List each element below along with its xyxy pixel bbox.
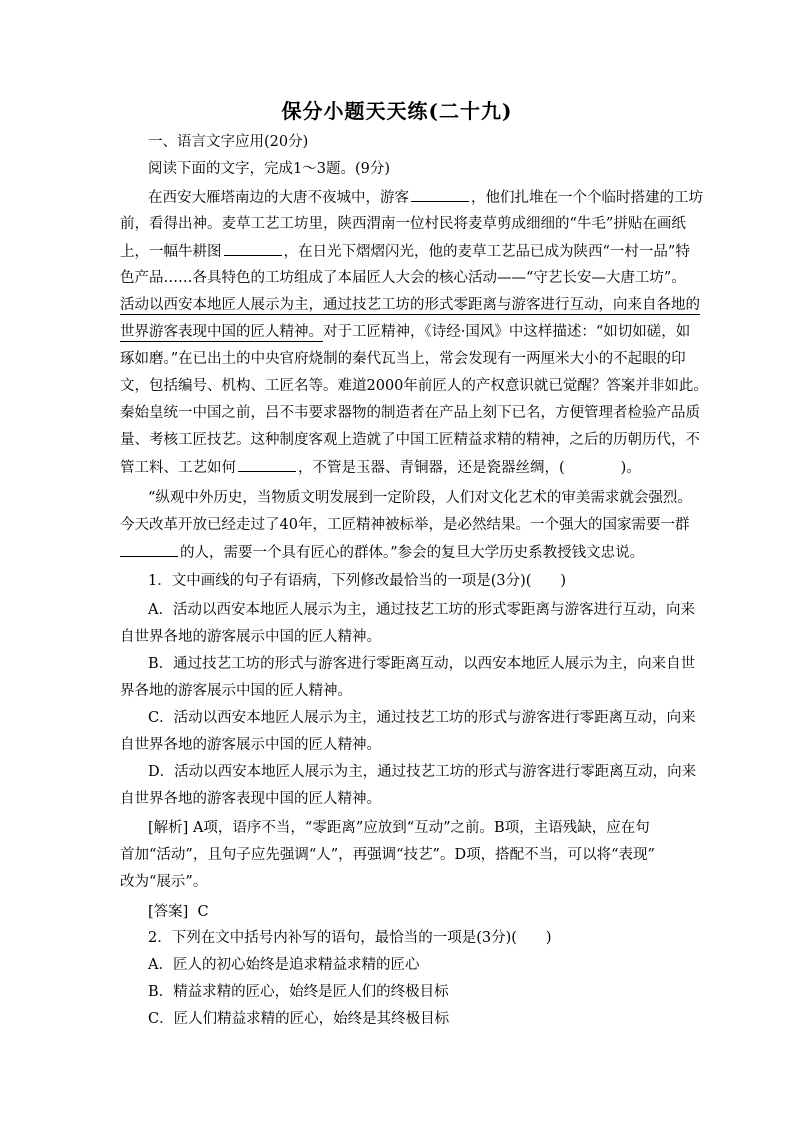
passage-line: [120, 457, 641, 478]
option-b: B．通过技艺工坊的形式与游客进行零距离互动，以西安本地匠人展示为主，向来自世: [148, 656, 696, 672]
analysis-tag: [解析]: [148, 820, 189, 836]
underlined-sentence: 活动以西安本地匠人展示为主，通过技艺工坊的形式零距离与游客进行互动，向来自各地的: [120, 297, 700, 313]
option-d: D．活动以西安本地匠人展示为主，通过技艺工坊的形式与游客进行零距离互动，向来: [148, 764, 697, 780]
fill-blank: [120, 542, 178, 557]
question-stem: 2．下列在文中括号内补写的语句，最恰当的一项是(3分)( ): [148, 930, 552, 946]
instruction: 阅读下面的文字，完成1～3题。(9分): [148, 161, 390, 177]
passage-line: “纵观中外历史，当物质文明发展到一定阶段，人们对文化艺术的审美需求就会强烈。: [148, 490, 692, 506]
fill-blank: [224, 241, 282, 256]
option-a: A．活动以西安本地匠人展示为主，通过技艺工坊的形式零距离与游客进行互动，向来: [148, 602, 695, 618]
option-c-cont: 自世界各地的游客展示中国的匠人精神。: [120, 737, 381, 753]
passage-line: 秦始皇统一中国之前，吕不韦要求器物的制造者在产品上刻下已名，方便管理者检验产品质: [120, 405, 700, 421]
passage-line: 今天改革开放已经走过了40年，工匠精神被标举，是必然结果。一个强大的国家需要一群: [120, 517, 690, 533]
section-heading: 一、语言文字应用(20分): [148, 134, 309, 150]
passage-line: [120, 295, 700, 315]
analysis-text: A项，语序不当，“零距离”应放到“互动”之前。B项，主语残缺，应在句: [192, 820, 650, 836]
passage-text: )。: [620, 460, 641, 476]
passage-line: 前，看得出神。麦草工艺工坊里，陕西渭南一位村民将麦草剪成细细的“牛毛”拼贴在画纸: [120, 216, 686, 232]
page-title: 保分小题天天练(二十九): [281, 99, 513, 123]
passage-text: ，不管是玉器、青铜器，还是瓷器丝绸，(: [298, 460, 565, 476]
passage-line: 量、考核工匠技艺。这种制度客观上造就了中国工匠精益求精的精神，之后的历朝历代，不: [120, 432, 700, 448]
passage-text: 对于工匠精神，《诗经·国风》中这样描述：“如切如磋，如: [323, 324, 691, 340]
passage-line: [120, 322, 690, 342]
passage-line: [120, 542, 644, 563]
passage-line: 文，包括编号、机构、工匠名等。难道2000年前匠人的产权意识就已觉醒？答案并非如此。: [120, 378, 708, 394]
option-c: C．匠人们精益求精的匠心，始终是其终极目标: [148, 1011, 450, 1027]
passage-text: ，在日光下熠熠闪光，他的麦草工艺品已成为陕西“一村一品”特: [283, 244, 690, 260]
answer-line: [148, 902, 209, 922]
answer-value: C: [197, 904, 209, 920]
passage-text: ，他们扎堆在一个个临时搭建的工坊: [471, 190, 703, 206]
question-stem: 1．文中画线的句子有语病，下列修改最恰当的一项是(3分)( ): [148, 573, 567, 589]
passage-line: [148, 187, 703, 208]
fill-blank: [238, 457, 296, 472]
option-b: B．精益求精的匠心，始终是匠人们的终极目标: [148, 984, 449, 1000]
answer-tag: [答案]: [148, 904, 189, 920]
passage-line: [120, 241, 690, 262]
passage-text: 管工料、工艺如何: [120, 460, 236, 476]
passage-text: 的人，需要一个具有匠心的群体。”参会的复旦大学历史系教授钱文忠说。: [180, 545, 645, 561]
fill-blank: [411, 187, 469, 202]
passage-text: 在西安大雁塔南边的大唐不夜城中，游客: [148, 190, 409, 206]
analysis-line: 首加“活动”，且句子应先强调“人”，再强调“技艺”。D项，搭配不当，可以将“表现”: [120, 847, 655, 863]
option-c: C．活动以西安本地匠人展示为主，通过技艺工坊的形式与游客进行零距离互动，向来: [148, 710, 696, 726]
option-a: A．匠人的初心始终是追求精益求精的匠心: [148, 957, 420, 973]
analysis-line: [148, 818, 650, 838]
passage-line: 色产品……各具特色的工坊组成了本届匠人大会的核心活动——“守艺长安—大唐工坊”。: [120, 270, 686, 286]
option-a-cont: 自世界各地的游客展示中国的匠人精神。: [120, 629, 381, 645]
option-d-cont: 自世界各地的游客表现中国的匠人精神。: [120, 791, 381, 807]
underlined-sentence: 世界游客表现中国的匠人精神。: [120, 324, 323, 340]
analysis-line: 改为“展示”。: [120, 874, 208, 890]
passage-text: 上，一幅牛耕图: [120, 244, 222, 260]
option-b-cont: 界各地的游客展示中国的匠人精神。: [120, 683, 352, 699]
passage-line: 琢如磨。”在已出土的中央官府烧制的秦代瓦当上，常会发现有一两厘米大小的不起眼的印: [120, 351, 686, 367]
